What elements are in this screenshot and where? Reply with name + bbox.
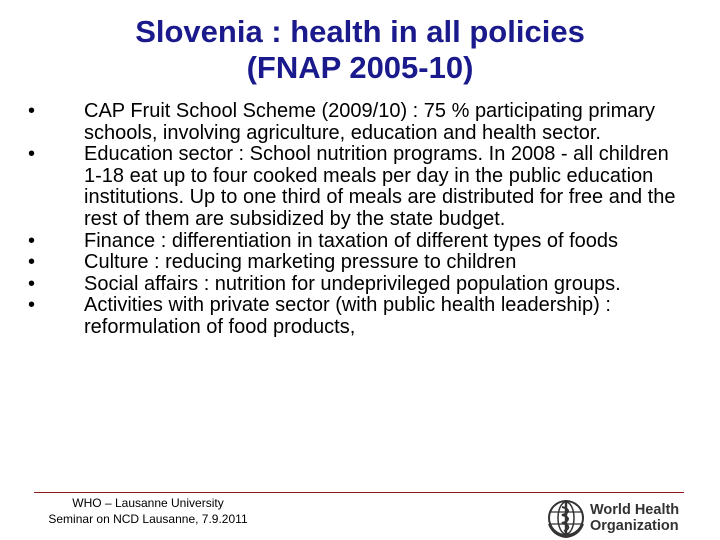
bullet-text: CAP Fruit School Scheme (2009/10) : 75 % participating primary schools, involving agriculture, education and health sector. [84,100,656,144]
bullet-list [22,101,692,339]
slide-title [0,14,720,86]
bullet-text: Finance : differentiation in taxation of different types of foods [84,229,619,252]
bullet-icon: • [28,143,36,166]
bullet-text: Activities with private sector (with public health leadership) : reformulation of food products, [84,294,611,338]
bullet-icon: • [28,294,36,317]
bullet-text: Culture : reducing marketing pressure to children [84,251,517,274]
who-wordmark-line-2: Organization [590,518,679,534]
bullet-item [22,101,692,144]
bullet-item [22,231,692,253]
footer-divider [34,492,684,493]
bullet-icon: • [28,251,36,274]
title-line-2: (FNAP 2005-10) [246,50,474,85]
footer-line-2: Seminar on NCD Lausanne, 7.9.2011 [48,512,248,526]
bullet-item [22,144,692,230]
bullet-icon: • [28,272,36,295]
title-line-1: Slovenia : health in all policies [135,14,585,49]
bullet-icon: • [28,229,36,252]
who-logo [546,498,686,540]
footer-credit [28,495,268,527]
who-wordmark-line-1: World Health [590,502,680,518]
who-emblem-icon [546,498,586,538]
who-wordmark [590,502,679,534]
bullet-item [22,295,692,338]
bullet-item [22,274,692,296]
bullet-item [22,252,692,274]
bullet-icon: • [28,100,36,122]
footer-line-1: WHO – Lausanne University [72,496,224,510]
bullet-text: Social affairs : nutrition for undeprivileged population groups. [84,272,621,295]
bullet-text: Education sector : School nutrition programs. In 2008 - all children 1-18 eat up to four cooked meals per day in the public education institutions. Up to one third of meals are distributed for free and the rest of them are subsidized by the state budget. [84,143,676,230]
